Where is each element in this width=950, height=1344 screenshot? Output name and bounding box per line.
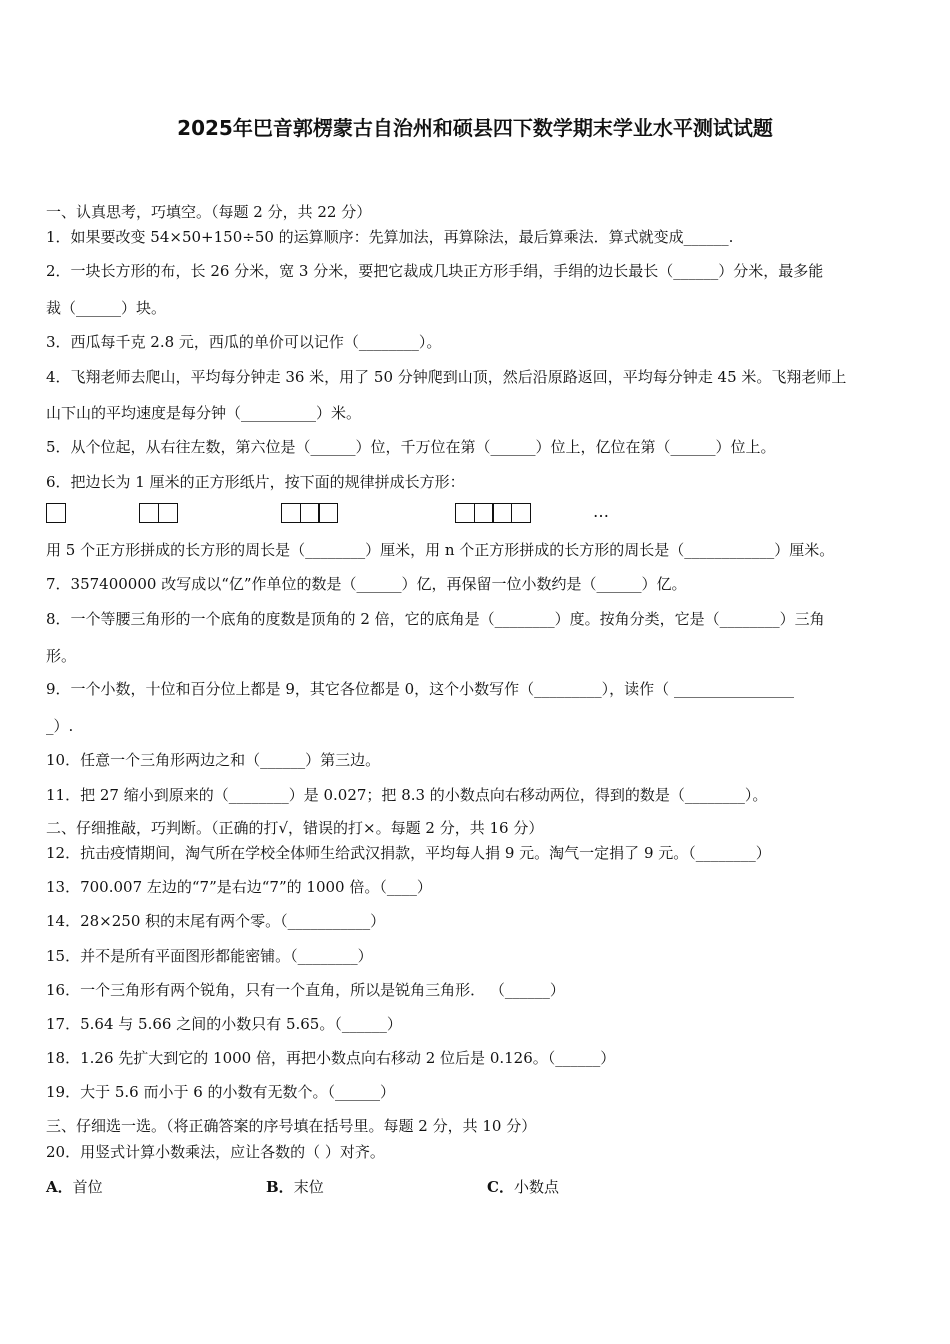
question-20: 20．用竖式计算小数乘法，应让各数的（ ）对齐。 [46,1143,385,1161]
exam-title: 2025年巴音郭楞蒙古自治州和硕县四下数学期末学业水平测试试题 [177,116,773,140]
question-19: 19．大于 5.6 而小于 6 的小数有无数个。（______） [46,1083,396,1101]
question-16: 16．一个三角形有两个锐角，只有一个直角，所以是锐角三角形． （______） [46,981,565,999]
option-c-key: C． [487,1178,514,1196]
question-17: 17．5.64 与 5.66 之间的小数只有 5.65。（______） [46,1015,402,1033]
square-shape [46,503,66,523]
square-shape [139,503,159,523]
square-shape [300,503,320,523]
option-a-key: A． [46,1178,73,1196]
option-b-text: 末位 [293,1178,324,1196]
question-6: 6．把边长为 1 厘米的正方形纸片，按下面的规律拼成长方形： [46,473,465,491]
square-shape [511,503,531,523]
question-6-line-2: 用 5 个正方形拼成的长方形的周长是（________）厘米，用 n 个正方形拼成的长方形的周长是（____________）厘米。 [46,541,835,559]
question-10: 10．任意一个三角形两边之和（______）第三边。 [46,751,381,769]
question-14: 14．28×250 积的末尾有两个零。（___________） [46,912,386,930]
question-12: 12．抗击疫情期间，淘气所在学校全体师生给武汉捐款，平均每人捐 9 元。淘气一定捐了 9 元。（________） [46,844,771,862]
option-b-key: B． [266,1178,294,1196]
option-c-text: 小数点 [513,1178,559,1196]
question-9-line-2: _）. [46,717,74,735]
question-4-line-1: 4．飞翔老师去爬山，平均每分钟走 36 米，用了 50 分钟爬到山顶，然后沿原路返回，平均每分钟走 45 米。飞翔老师上 [46,368,847,386]
question-11: 11．把 27 缩小到原来的（________）是 0.027；把 8.3 的小数点向右移动两位，得到的数是（________）。 [46,786,768,804]
option-a-text: 首位 [72,1178,103,1196]
section-2-heading: 二、仔细推敲，巧判断。（正确的打√，错误的打×。每题 2 分，共 16 分） [46,819,544,837]
square-pattern-4 [455,503,529,525]
section-3-heading: 三、仔细选一选。（将正确答案的序号填在括号里。每题 2 分，共 10 分） [46,1117,537,1135]
question-18: 18．1.26 先扩大到它的 1000 倍，再把小数点向右移动 2 位后是 0.126。（______） [46,1049,616,1067]
question-5: 5．从个位起，从右往左数，第六位是（______）位，千万位在第（______）位上，亿位在第（______）位上。 [46,438,776,456]
question-2-line-1: 2．一块长方形的布，长 26 分米，宽 3 分米，要把它裁成几块正方形手绢，手绢的边长最长（______）分米，最多能 [46,262,824,280]
question-9-line-1: 9．一个小数，十位和百分位上都是 9，其它各位都是 0，这个小数写作（_________），读作（ ________________ [46,680,794,698]
square-shape [492,503,512,523]
square-shape [281,503,301,523]
square-shape [455,503,475,523]
option-c [487,1177,559,1197]
square-pattern-3 [281,503,337,525]
pattern-ellipsis: … [593,502,609,521]
square-pattern-2 [139,503,176,525]
question-13: 13．700.007 左边的“7”是右边“7”的 1000 倍。（____） [46,878,432,896]
question-4-line-2: 山下山的平均速度是每分钟（__________）米。 [46,404,362,422]
question-3: 3．西瓜每千克 2.8 元，西瓜的单价可以记作（________）。 [46,333,442,351]
question-8-line-2: 形。 [46,647,77,665]
question-2-line-2: 裁（______）块。 [46,299,167,317]
square-shape [474,503,494,523]
square-shape [318,503,338,523]
option-a [46,1177,103,1197]
question-15: 15．并不是所有平面图形都能密铺。（________） [46,947,373,965]
square-pattern-1 [46,503,65,525]
option-b [266,1177,324,1197]
question-7: 7．357400000 改写成以“亿”作单位的数是（______）亿，再保留一位小数约是（______）亿。 [46,575,687,593]
square-shape [158,503,178,523]
question-1: 1．如果要改变 54×50+150÷50 的运算顺序：先算加法，再算除法，最后算乘法．算式就变成______. [46,228,734,246]
question-8-line-1: 8．一个等腰三角形的一个底角的度数是顶角的 2 倍，它的底角是（________）度。按角分类，它是（________）三角 [46,610,825,628]
section-1-heading: 一、认真思考，巧填空。（每题 2 分，共 22 分） [46,203,372,221]
